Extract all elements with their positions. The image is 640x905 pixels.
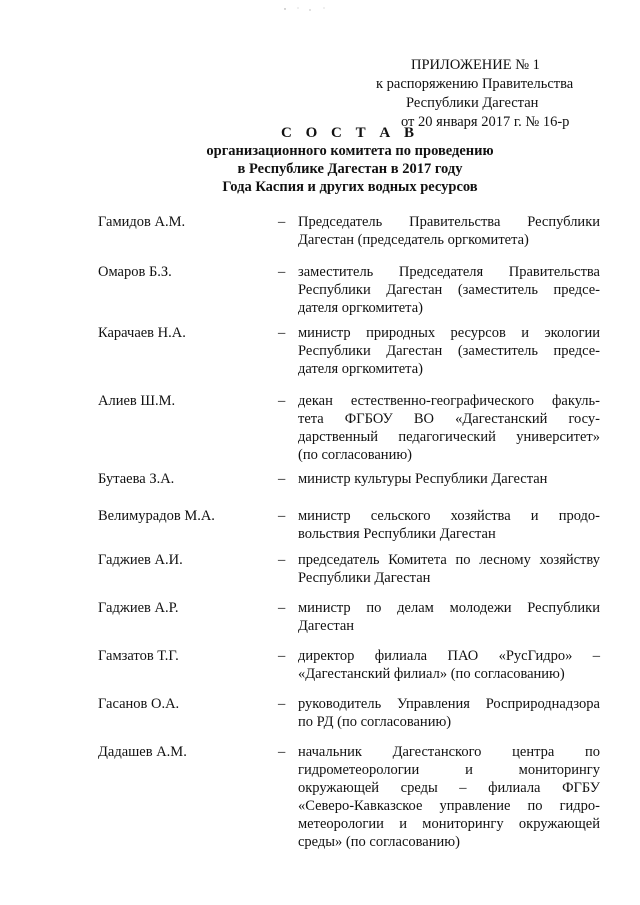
member-dash: –	[278, 325, 286, 341]
appendix-line: Республики Дагестан	[406, 95, 539, 111]
member-name: Бутаева З.А.	[98, 471, 175, 487]
heading-line: Года Каспия и других водных ресурсов	[222, 179, 478, 195]
member-role-line: министр по делам молодежи Республики	[298, 600, 600, 616]
member-role	[298, 551, 600, 587]
member-name: Гасанов О.А.	[98, 696, 180, 712]
member-role-line: Председатель Правительства Республики	[298, 214, 600, 230]
member-name: Гамидов А.М.	[98, 214, 186, 230]
member-role-line: метеорологии и мониторингу окружающей	[298, 816, 600, 832]
member-row	[98, 551, 600, 587]
appendix-line: к распоряжению Правительства	[376, 76, 574, 92]
member-row	[98, 213, 600, 249]
member-role-line: руководитель Управления Росприроднадзора	[298, 696, 600, 712]
member-role-line: дателя оргкомитета)	[298, 361, 423, 377]
member-role-line: министр культуры Республики Дагестан	[298, 471, 548, 487]
member-role-line: начальник Дагестанского центра по	[298, 744, 600, 760]
member-role-line: тета ФГБОУ ВО «Дагестанский госу-	[298, 411, 600, 427]
member-role-line: гидрометеорологии и мониторингу	[298, 762, 600, 778]
member-role-line: министр сельского хозяйства и продо-	[298, 508, 600, 524]
member-row	[98, 647, 600, 683]
member-role-line: декан естественно-географического факуль-	[298, 393, 600, 409]
member-role-line: дарственный педагогический университет»	[298, 429, 600, 445]
document-heading	[150, 124, 550, 196]
member-role-line: Республики Дагестан	[298, 570, 431, 586]
member-dash: –	[278, 600, 286, 616]
member-role-line: по РД (по согласованию)	[298, 714, 452, 730]
member-name: Гаджиев А.И.	[98, 552, 183, 568]
member-name: Дадашев А.М.	[98, 744, 187, 760]
member-role-line: председатель Комитета по лесному хозяйству	[298, 552, 600, 568]
member-row	[98, 695, 600, 731]
member-role	[298, 599, 600, 635]
member-role	[298, 647, 600, 683]
member-role-line: заместитель Председателя Правительства	[298, 264, 600, 280]
member-role-line: дателя оргкомитета)	[298, 300, 423, 316]
member-role	[298, 695, 600, 731]
member-role	[298, 507, 600, 543]
member-name: Гамзатов Т.Г.	[98, 648, 179, 664]
appendix-header	[376, 56, 596, 132]
member-role-line: среды» (по согласованию)	[298, 834, 460, 850]
member-dash: –	[278, 552, 286, 568]
member-role	[298, 213, 600, 249]
scan-specks	[280, 6, 340, 12]
member-role	[298, 263, 600, 317]
member-dash: –	[278, 696, 286, 712]
member-role-line: вольствия Республики Дагестан	[298, 526, 496, 542]
member-role-line: Дагестан (председатель оргкомитета)	[298, 232, 529, 248]
member-row	[98, 263, 600, 317]
member-role	[298, 324, 600, 378]
member-dash: –	[278, 744, 286, 760]
member-role	[298, 470, 600, 488]
appendix-date: от 20 января 2017 г. № 16-р	[401, 114, 570, 130]
member-role-line: «Северо-Кавказское управление по гидро-	[298, 798, 600, 814]
member-row	[98, 470, 600, 488]
member-role-line: окружающей среды – филиала ФГБУ	[298, 780, 600, 796]
member-row	[98, 599, 600, 635]
member-role-line: «Дагестанский филиал» (по согласованию)	[298, 666, 565, 682]
member-name: Велимурадов М.А.	[98, 508, 215, 524]
member-dash: –	[278, 648, 286, 664]
member-name: Омаров Б.З.	[98, 264, 172, 280]
member-name: Карачаев Н.А.	[98, 325, 186, 341]
member-dash: –	[278, 264, 286, 280]
member-role-line: Дагестан	[298, 618, 355, 634]
member-dash: –	[278, 471, 286, 487]
member-role-line: министр природных ресурсов и экологии	[298, 325, 600, 341]
member-role-line: (по согласованию)	[298, 447, 412, 463]
member-role-line: директор филиала ПАО «РусГидро» –	[298, 648, 600, 664]
member-dash: –	[278, 214, 286, 230]
member-dash: –	[278, 393, 286, 409]
heading-title: С О С Т А В	[281, 125, 419, 141]
member-row	[98, 743, 600, 851]
member-role	[298, 743, 600, 851]
member-role	[298, 392, 600, 464]
member-dash: –	[278, 508, 286, 524]
member-row	[98, 392, 600, 464]
heading-line: в Республике Дагестан в 2017 году	[237, 161, 463, 177]
member-role-line: Республики Дагестан (заместитель предсе-	[298, 282, 600, 298]
member-name: Алиев Ш.М.	[98, 393, 176, 409]
heading-line: организационного комитета по проведению	[206, 143, 494, 159]
member-name: Гаджиев А.Р.	[98, 600, 179, 616]
appendix-title: ПРИЛОЖЕНИЕ № 1	[411, 57, 540, 73]
member-row	[98, 324, 600, 378]
member-row	[98, 507, 600, 543]
member-role-line: Республики Дагестан (заместитель предсе-	[298, 343, 600, 359]
